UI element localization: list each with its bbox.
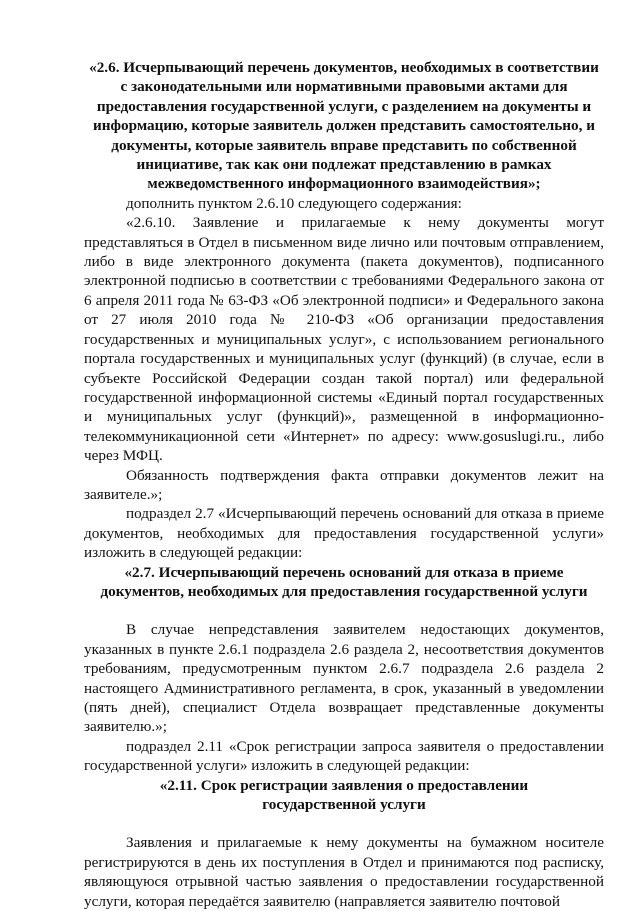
paragraph-add-2-6-10: дополнить пунктом 2.6.10 следующего содержания:	[126, 194, 462, 212]
spacer	[84, 814, 604, 833]
document-page	[84, 58, 604, 911]
paragraph-2-6-10: «2.6.10. Заявление и прилагаемые к нему документы могут представляться в Отдел в письменном виде лично или почтовым отправлением, либо в виде электронного документа (пакета документов), подписанного электронной подписью в соответствии с требованиями Федерального закона от 6 апреля 2011 года № 63-ФЗ «Об электронной подписи» и Федерального закона от 27 июля 2010 года № 210-ФЗ «Об организации предоставления государственных и муниципальных услуг», с использованием регионального портала государственных и муниципальных услуг (функций) (в случае, если в субъекте Российской Федерации создан такой портал) или федеральной государственной информационной системы «Единый портал государственных и муниципальных услуг (функций)», размещенной в информационно-телекоммуникационной сети «Интернет» по адресу: www.gosuslugi.ru., либо через МФЦ.	[84, 214, 604, 465]
paragraph-subsection-2-11: подраздел 2.11 «Срок регистрации запроса заявителя о предоставлении государственной услуги» изложить в следующей редакции:	[84, 737, 604, 775]
heading-section-2-11: «2.11. Срок регистрации заявления о предоставлении государственной услуги	[159, 776, 529, 814]
heading-section-2-7: «2.7. Исчерпывающий перечень оснований для отказа в приеме документов, необходимых для предоставления государственной услуги	[100, 563, 588, 600]
heading-section-2-6: «2.6. Исчерпывающий перечень документов, необходимых в соответствии с законодательными или нормативными правовыми актами для предоставления государственной услуги, с разделением на документы и информацию, которые заявитель должен представить самостоятельно, и документы, которые заявитель вправе представить по собственной инициативе, так как они подлежат представлению в рамках межведомственного информационного взаимодействия»;	[89, 59, 599, 193]
paragraph-2-11-body: Заявления и прилагаемые к нему документы на бумажном носителе регистрируются в день их поступления в Отдел и принимаются под расписку, являющуюся отрывной частью заявления о предоставлении государственной услуги, которая передаётся заявителю (направляется заявителю почтовой	[84, 834, 604, 910]
paragraph-2-7-body: В случае непредставления заявителем недостающих документов, указанных в пункте 2.6.1 подраздела 2.6 раздела 2, несоответствия документов требованиям, предусмотренным пунктом 2.6.7 подраздела 2.6 раздела 2 настоящего Административного регламента, в срок, указанный в уведомлении (пять дней), специалист Отдела возвращает представленные документы заявителю.»;	[84, 621, 604, 736]
paragraph-obligation: Обязанность подтверждения факта отправки документов лежит на заявителе.»;	[84, 466, 604, 503]
paragraph-subsection-2-7: подраздел 2.7 «Исчерпывающий перечень оснований для отказа в приеме документов, необходимых для предоставления государственной услуги» изложить в следующей редакции:	[84, 505, 604, 562]
spacer	[84, 601, 604, 620]
